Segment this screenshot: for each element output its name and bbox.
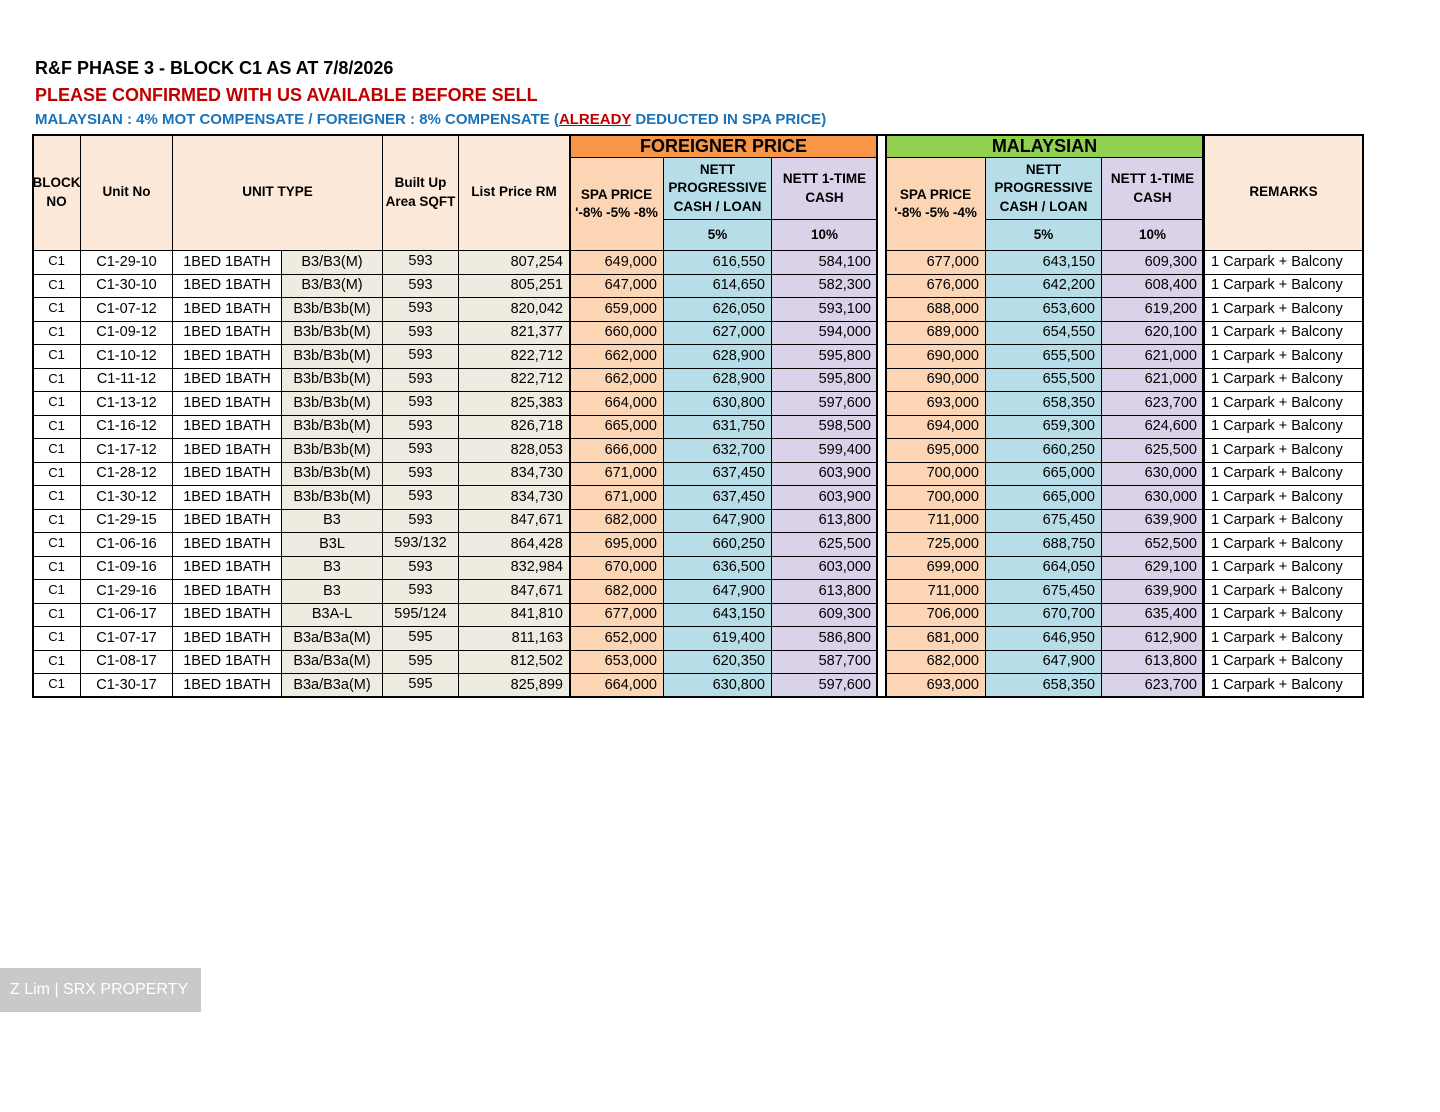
remarks-cell: 1 Carpark + Balcony <box>1203 391 1364 416</box>
list-price-cell: 820,042 <box>458 297 570 322</box>
malaysian-progressive-cell: 655,500 <box>985 344 1102 369</box>
unit-no-cell: C1-09-16 <box>80 556 173 580</box>
unit-type-cell: 1BED 1BATH <box>172 368 282 392</box>
malaysian-cash-cell: 621,000 <box>1101 344 1204 369</box>
unit-model-cell: B3b/B3b(M) <box>281 321 383 345</box>
list-price-cell: 832,984 <box>458 556 570 580</box>
unit-type-cell: 1BED 1BATH <box>172 462 282 486</box>
malaysian-spa-cell: 689,000 <box>885 321 986 345</box>
unit-no-cell: C1-11-12 <box>80 368 173 392</box>
malaysian-cash-cell: 639,900 <box>1101 579 1204 604</box>
foreigner-spa-cell: 662,000 <box>569 344 664 369</box>
malaysian-progressive-cell: 653,600 <box>985 297 1102 322</box>
remarks-cell: 1 Carpark + Balcony <box>1203 603 1364 627</box>
block-cell: C1 <box>32 485 81 510</box>
malaysian-spa-cell: 694,000 <box>885 415 986 439</box>
foreigner-spa-cell: 666,000 <box>569 438 664 463</box>
unit-no-cell: C1-17-12 <box>80 438 173 463</box>
unit-model-cell: B3b/B3b(M) <box>281 485 383 510</box>
list-price-cell: 847,671 <box>458 579 570 604</box>
unit-model-cell: B3a/B3a(M) <box>281 626 383 651</box>
foreigner-progressive-cell: 620,350 <box>663 650 772 674</box>
header-foreigner-spa: SPA PRICE '-8% -5% -8% <box>569 157 664 251</box>
malaysian-progressive-cell: 647,900 <box>985 650 1102 674</box>
malaysian-cash-cell: 612,900 <box>1101 626 1204 651</box>
malaysian-spa-cell: 706,000 <box>885 603 986 627</box>
block-cell: C1 <box>32 297 81 322</box>
malaysian-spa-cell: 690,000 <box>885 368 986 392</box>
header-malaysian-5pct: 5% <box>985 219 1102 251</box>
header-block-no: BLOCK NO <box>32 134 81 251</box>
built-up-cell: 593 <box>382 462 459 486</box>
foreigner-cash-cell: 613,800 <box>771 579 878 604</box>
unit-type-cell: 1BED 1BATH <box>172 509 282 533</box>
built-up-cell: 593 <box>382 274 459 298</box>
foreigner-progressive-cell: 647,900 <box>663 579 772 604</box>
list-price-cell: 821,377 <box>458 321 570 345</box>
foreigner-progressive-cell: 628,900 <box>663 368 772 392</box>
list-price-cell: 841,810 <box>458 603 570 627</box>
built-up-cell: 593 <box>382 556 459 580</box>
unit-model-cell: B3 <box>281 556 383 580</box>
malaysian-cash-cell: 625,500 <box>1101 438 1204 463</box>
unit-type-cell: 1BED 1BATH <box>172 250 282 275</box>
remarks-cell: 1 Carpark + Balcony <box>1203 321 1364 345</box>
remarks-cell: 1 Carpark + Balcony <box>1203 368 1364 392</box>
price-table <box>32 134 1363 696</box>
unit-model-cell: B3b/B3b(M) <box>281 462 383 486</box>
unit-no-cell: C1-09-12 <box>80 321 173 345</box>
malaysian-progressive-cell: 670,700 <box>985 603 1102 627</box>
foreigner-spa-cell: 653,000 <box>569 650 664 674</box>
unit-model-cell: B3 <box>281 579 383 604</box>
block-cell: C1 <box>32 509 81 533</box>
block-cell: C1 <box>32 274 81 298</box>
block-cell: C1 <box>32 368 81 392</box>
list-price-cell: 812,502 <box>458 650 570 674</box>
unit-type-cell: 1BED 1BATH <box>172 391 282 416</box>
remarks-cell: 1 Carpark + Balcony <box>1203 556 1364 580</box>
foreigner-spa-cell: 670,000 <box>569 556 664 580</box>
unit-no-cell: C1-29-10 <box>80 250 173 275</box>
foreigner-spa-cell: 664,000 <box>569 391 664 416</box>
block-cell: C1 <box>32 462 81 486</box>
built-up-cell: 593 <box>382 297 459 322</box>
built-up-cell: 595 <box>382 673 459 698</box>
block-cell: C1 <box>32 650 81 674</box>
malaysian-cash-cell: 652,500 <box>1101 532 1204 557</box>
list-price-cell: 825,383 <box>458 391 570 416</box>
foreigner-cash-cell: 594,000 <box>771 321 878 345</box>
foreigner-spa-cell: 671,000 <box>569 485 664 510</box>
foreigner-spa-cell: 664,000 <box>569 673 664 698</box>
unit-type-cell: 1BED 1BATH <box>172 344 282 369</box>
unit-type-cell: 1BED 1BATH <box>172 438 282 463</box>
list-price-cell: 834,730 <box>458 485 570 510</box>
unit-type-cell: 1BED 1BATH <box>172 415 282 439</box>
list-price-cell: 822,712 <box>458 344 570 369</box>
foreigner-cash-cell: 597,600 <box>771 391 878 416</box>
unit-model-cell: B3/B3(M) <box>281 250 383 275</box>
unit-model-cell: B3 <box>281 509 383 533</box>
remarks-cell: 1 Carpark + Balcony <box>1203 462 1364 486</box>
foreigner-cash-cell: 603,900 <box>771 462 878 486</box>
unit-no-cell: C1-06-16 <box>80 532 173 557</box>
remarks-cell: 1 Carpark + Balcony <box>1203 532 1364 557</box>
unit-type-cell: 1BED 1BATH <box>172 673 282 698</box>
remarks-cell: 1 Carpark + Balcony <box>1203 438 1364 463</box>
foreigner-cash-cell: 593,100 <box>771 297 878 322</box>
malaysian-progressive-cell: 675,450 <box>985 579 1102 604</box>
built-up-cell: 593 <box>382 391 459 416</box>
malaysian-cash-cell: 621,000 <box>1101 368 1204 392</box>
malaysian-cash-cell: 630,000 <box>1101 485 1204 510</box>
malaysian-cash-cell: 609,300 <box>1101 250 1204 275</box>
unit-model-cell: B3b/B3b(M) <box>281 415 383 439</box>
malaysian-spa-cell: 699,000 <box>885 556 986 580</box>
unit-no-cell: C1-13-12 <box>80 391 173 416</box>
header-remarks: REMARKS <box>1203 134 1364 251</box>
unit-model-cell: B3b/B3b(M) <box>281 344 383 369</box>
malaysian-cash-cell: 623,700 <box>1101 673 1204 698</box>
built-up-cell: 593 <box>382 368 459 392</box>
built-up-cell: 593 <box>382 321 459 345</box>
foreigner-progressive-cell: 630,800 <box>663 673 772 698</box>
foreigner-cash-cell: 586,800 <box>771 626 878 651</box>
header-unit-no: Unit No <box>80 134 173 251</box>
header-list-price: List Price RM <box>458 134 570 251</box>
malaysian-progressive-cell: 646,950 <box>985 626 1102 651</box>
header-foreigner-5pct: 5% <box>663 219 772 251</box>
built-up-cell: 593 <box>382 509 459 533</box>
compensation-note <box>35 111 826 128</box>
foreigner-progressive-cell: 627,000 <box>663 321 772 345</box>
foreigner-cash-cell: 625,500 <box>771 532 878 557</box>
header-built-up: Built Up Area SQFT <box>382 134 459 251</box>
built-up-cell: 593 <box>382 344 459 369</box>
remarks-cell: 1 Carpark + Balcony <box>1203 250 1364 275</box>
unit-no-cell: C1-08-17 <box>80 650 173 674</box>
compensation-note-highlight: ALREADY <box>558 111 632 128</box>
malaysian-progressive-cell: 659,300 <box>985 415 1102 439</box>
unit-type-cell: 1BED 1BATH <box>172 556 282 580</box>
malaysian-spa-cell: 711,000 <box>885 509 986 533</box>
malaysian-progressive-cell: 675,450 <box>985 509 1102 533</box>
foreigner-spa-cell: 682,000 <box>569 579 664 604</box>
malaysian-progressive-cell: 654,550 <box>985 321 1102 345</box>
foreigner-progressive-cell: 643,150 <box>663 603 772 627</box>
foreigner-cash-cell: 597,600 <box>771 673 878 698</box>
remarks-cell: 1 Carpark + Balcony <box>1203 579 1364 604</box>
header-foreigner-10pct: 10% <box>771 219 878 251</box>
list-price-cell: 826,718 <box>458 415 570 439</box>
list-price-cell: 847,671 <box>458 509 570 533</box>
foreigner-spa-cell: 677,000 <box>569 603 664 627</box>
list-price-cell: 828,053 <box>458 438 570 463</box>
malaysian-spa-cell: 693,000 <box>885 673 986 698</box>
foreigner-progressive-cell: 647,900 <box>663 509 772 533</box>
remarks-cell: 1 Carpark + Balcony <box>1203 509 1364 533</box>
malaysian-progressive-cell: 642,200 <box>985 274 1102 298</box>
built-up-cell: 595/124 <box>382 603 459 627</box>
unit-model-cell: B3b/B3b(M) <box>281 391 383 416</box>
unit-model-cell: B3b/B3b(M) <box>281 368 383 392</box>
block-cell: C1 <box>32 391 81 416</box>
header-malaysian-spa: SPA PRICE '-8% -5% -4% <box>885 157 986 251</box>
malaysian-spa-cell: 695,000 <box>885 438 986 463</box>
built-up-cell: 593 <box>382 415 459 439</box>
remarks-cell: 1 Carpark + Balcony <box>1203 485 1364 510</box>
foreigner-progressive-cell: 637,450 <box>663 462 772 486</box>
header-malaysian: MALAYSIAN <box>885 134 1204 158</box>
block-cell: C1 <box>32 673 81 698</box>
foreigner-cash-cell: 603,000 <box>771 556 878 580</box>
foreigner-progressive-cell: 619,400 <box>663 626 772 651</box>
built-up-cell: 593 <box>382 438 459 463</box>
malaysian-progressive-cell: 665,000 <box>985 462 1102 486</box>
unit-type-cell: 1BED 1BATH <box>172 603 282 627</box>
remarks-cell: 1 Carpark + Balcony <box>1203 626 1364 651</box>
malaysian-spa-cell: 676,000 <box>885 274 986 298</box>
block-cell: C1 <box>32 556 81 580</box>
built-up-cell: 593/132 <box>382 532 459 557</box>
header-foreigner-price: FOREIGNER PRICE <box>569 134 878 158</box>
availability-warning: PLEASE CONFIRMED WITH US AVAILABLE BEFORE SELL <box>35 85 538 105</box>
foreigner-spa-cell: 652,000 <box>569 626 664 651</box>
malaysian-progressive-cell: 658,350 <box>985 391 1102 416</box>
malaysian-progressive-cell: 655,500 <box>985 368 1102 392</box>
malaysian-cash-cell: 623,700 <box>1101 391 1204 416</box>
foreigner-progressive-cell: 637,450 <box>663 485 772 510</box>
list-price-cell: 807,254 <box>458 250 570 275</box>
foreigner-cash-cell: 582,300 <box>771 274 878 298</box>
foreigner-progressive-cell: 630,800 <box>663 391 772 416</box>
header-malaysian-cash: NETT 1-TIME CASH <box>1101 157 1204 220</box>
block-cell: C1 <box>32 438 81 463</box>
unit-type-cell: 1BED 1BATH <box>172 579 282 604</box>
malaysian-cash-cell: 608,400 <box>1101 274 1204 298</box>
foreigner-spa-cell: 695,000 <box>569 532 664 557</box>
unit-no-cell: C1-16-12 <box>80 415 173 439</box>
unit-no-cell: C1-29-16 <box>80 579 173 604</box>
foreigner-progressive-cell: 616,550 <box>663 250 772 275</box>
remarks-cell: 1 Carpark + Balcony <box>1203 274 1364 298</box>
unit-no-cell: C1-30-12 <box>80 485 173 510</box>
malaysian-spa-cell: 688,000 <box>885 297 986 322</box>
header-unit-type: UNIT TYPE <box>172 134 383 251</box>
malaysian-cash-cell: 624,600 <box>1101 415 1204 439</box>
remarks-cell: 1 Carpark + Balcony <box>1203 650 1364 674</box>
remarks-cell: 1 Carpark + Balcony <box>1203 415 1364 439</box>
foreigner-progressive-cell: 614,650 <box>663 274 772 298</box>
foreigner-progressive-cell: 636,500 <box>663 556 772 580</box>
unit-type-cell: 1BED 1BATH <box>172 650 282 674</box>
unit-type-cell: 1BED 1BATH <box>172 321 282 345</box>
header-foreigner-progressive: NETT PROGRESSIVE CASH / LOAN <box>663 157 772 220</box>
unit-no-cell: C1-06-17 <box>80 603 173 627</box>
foreigner-progressive-cell: 660,250 <box>663 532 772 557</box>
list-price-cell: 864,428 <box>458 532 570 557</box>
unit-type-cell: 1BED 1BATH <box>172 297 282 322</box>
unit-model-cell: B3b/B3b(M) <box>281 438 383 463</box>
unit-no-cell: C1-28-12 <box>80 462 173 486</box>
foreigner-spa-cell: 671,000 <box>569 462 664 486</box>
built-up-cell: 593 <box>382 579 459 604</box>
malaysian-cash-cell: 620,100 <box>1101 321 1204 345</box>
unit-no-cell: C1-30-17 <box>80 673 173 698</box>
foreigner-cash-cell: 599,400 <box>771 438 878 463</box>
foreigner-spa-cell: 649,000 <box>569 250 664 275</box>
malaysian-progressive-cell: 660,250 <box>985 438 1102 463</box>
list-price-cell: 822,712 <box>458 368 570 392</box>
unit-model-cell: B3/B3(M) <box>281 274 383 298</box>
built-up-cell: 593 <box>382 250 459 275</box>
block-cell: C1 <box>32 344 81 369</box>
malaysian-cash-cell: 619,200 <box>1101 297 1204 322</box>
malaysian-cash-cell: 635,400 <box>1101 603 1204 627</box>
unit-model-cell: B3a/B3a(M) <box>281 650 383 674</box>
foreigner-spa-cell: 660,000 <box>569 321 664 345</box>
foreigner-cash-cell: 595,800 <box>771 344 878 369</box>
unit-model-cell: B3A-L <box>281 603 383 627</box>
malaysian-spa-cell: 690,000 <box>885 344 986 369</box>
malaysian-spa-cell: 700,000 <box>885 462 986 486</box>
malaysian-spa-cell: 725,000 <box>885 532 986 557</box>
block-cell: C1 <box>32 415 81 439</box>
malaysian-cash-cell: 639,900 <box>1101 509 1204 533</box>
unit-type-cell: 1BED 1BATH <box>172 485 282 510</box>
list-price-cell: 825,899 <box>458 673 570 698</box>
foreigner-spa-cell: 647,000 <box>569 274 664 298</box>
watermark: Z Lim | SRX PROPERTY <box>0 968 201 1012</box>
foreigner-spa-cell: 659,000 <box>569 297 664 322</box>
block-cell: C1 <box>32 250 81 275</box>
block-cell: C1 <box>32 603 81 627</box>
block-cell: C1 <box>32 626 81 651</box>
compensation-note-start: MALAYSIAN : 4% MOT COMPENSATE / FOREIGNER : 8% COMPENSATE ( <box>35 111 559 128</box>
list-price-cell: 811,163 <box>458 626 570 651</box>
malaysian-spa-cell: 693,000 <box>885 391 986 416</box>
remarks-cell: 1 Carpark + Balcony <box>1203 344 1364 369</box>
foreigner-cash-cell: 598,500 <box>771 415 878 439</box>
unit-no-cell: C1-07-12 <box>80 297 173 322</box>
unit-type-cell: 1BED 1BATH <box>172 626 282 651</box>
foreigner-progressive-cell: 631,750 <box>663 415 772 439</box>
malaysian-progressive-cell: 688,750 <box>985 532 1102 557</box>
remarks-cell: 1 Carpark + Balcony <box>1203 297 1364 322</box>
malaysian-progressive-cell: 664,050 <box>985 556 1102 580</box>
header-malaysian-10pct: 10% <box>1101 219 1204 251</box>
unit-no-cell: C1-07-17 <box>80 626 173 651</box>
malaysian-spa-cell: 681,000 <box>885 626 986 651</box>
block-cell: C1 <box>32 532 81 557</box>
malaysian-progressive-cell: 643,150 <box>985 250 1102 275</box>
foreigner-cash-cell: 609,300 <box>771 603 878 627</box>
built-up-cell: 593 <box>382 485 459 510</box>
foreigner-spa-cell: 665,000 <box>569 415 664 439</box>
foreigner-progressive-cell: 626,050 <box>663 297 772 322</box>
foreigner-cash-cell: 603,900 <box>771 485 878 510</box>
malaysian-spa-cell: 677,000 <box>885 250 986 275</box>
unit-model-cell: B3b/B3b(M) <box>281 297 383 322</box>
unit-no-cell: C1-10-12 <box>80 344 173 369</box>
foreigner-spa-cell: 662,000 <box>569 368 664 392</box>
foreigner-cash-cell: 595,800 <box>771 368 878 392</box>
malaysian-progressive-cell: 665,000 <box>985 485 1102 510</box>
list-price-cell: 834,730 <box>458 462 570 486</box>
malaysian-spa-cell: 711,000 <box>885 579 986 604</box>
foreigner-cash-cell: 587,700 <box>771 650 878 674</box>
header-malaysian-progressive: NETT PROGRESSIVE CASH / LOAN <box>985 157 1102 220</box>
block-cell: C1 <box>32 321 81 345</box>
compensation-note-end: DEDUCTED IN SPA PRICE) <box>631 111 827 128</box>
malaysian-cash-cell: 613,800 <box>1101 650 1204 674</box>
list-price-cell: 805,251 <box>458 274 570 298</box>
remarks-cell: 1 Carpark + Balcony <box>1203 673 1364 698</box>
built-up-cell: 595 <box>382 626 459 651</box>
unit-no-cell: C1-30-10 <box>80 274 173 298</box>
malaysian-cash-cell: 630,000 <box>1101 462 1204 486</box>
malaysian-cash-cell: 629,100 <box>1101 556 1204 580</box>
unit-type-cell: 1BED 1BATH <box>172 532 282 557</box>
unit-model-cell: B3a/B3a(M) <box>281 673 383 698</box>
block-cell: C1 <box>32 579 81 604</box>
foreigner-progressive-cell: 632,700 <box>663 438 772 463</box>
foreigner-progressive-cell: 628,900 <box>663 344 772 369</box>
header-foreigner-cash: NETT 1-TIME CASH <box>771 157 878 220</box>
foreigner-cash-cell: 613,800 <box>771 509 878 533</box>
foreigner-cash-cell: 584,100 <box>771 250 878 275</box>
unit-no-cell: C1-29-15 <box>80 509 173 533</box>
unit-type-cell: 1BED 1BATH <box>172 274 282 298</box>
foreigner-spa-cell: 682,000 <box>569 509 664 533</box>
malaysian-spa-cell: 682,000 <box>885 650 986 674</box>
built-up-cell: 595 <box>382 650 459 674</box>
malaysian-progressive-cell: 658,350 <box>985 673 1102 698</box>
document-title: R&F PHASE 3 - BLOCK C1 AS AT 7/8/2026 <box>35 58 394 78</box>
unit-model-cell: B3L <box>281 532 383 557</box>
malaysian-spa-cell: 700,000 <box>885 485 986 510</box>
